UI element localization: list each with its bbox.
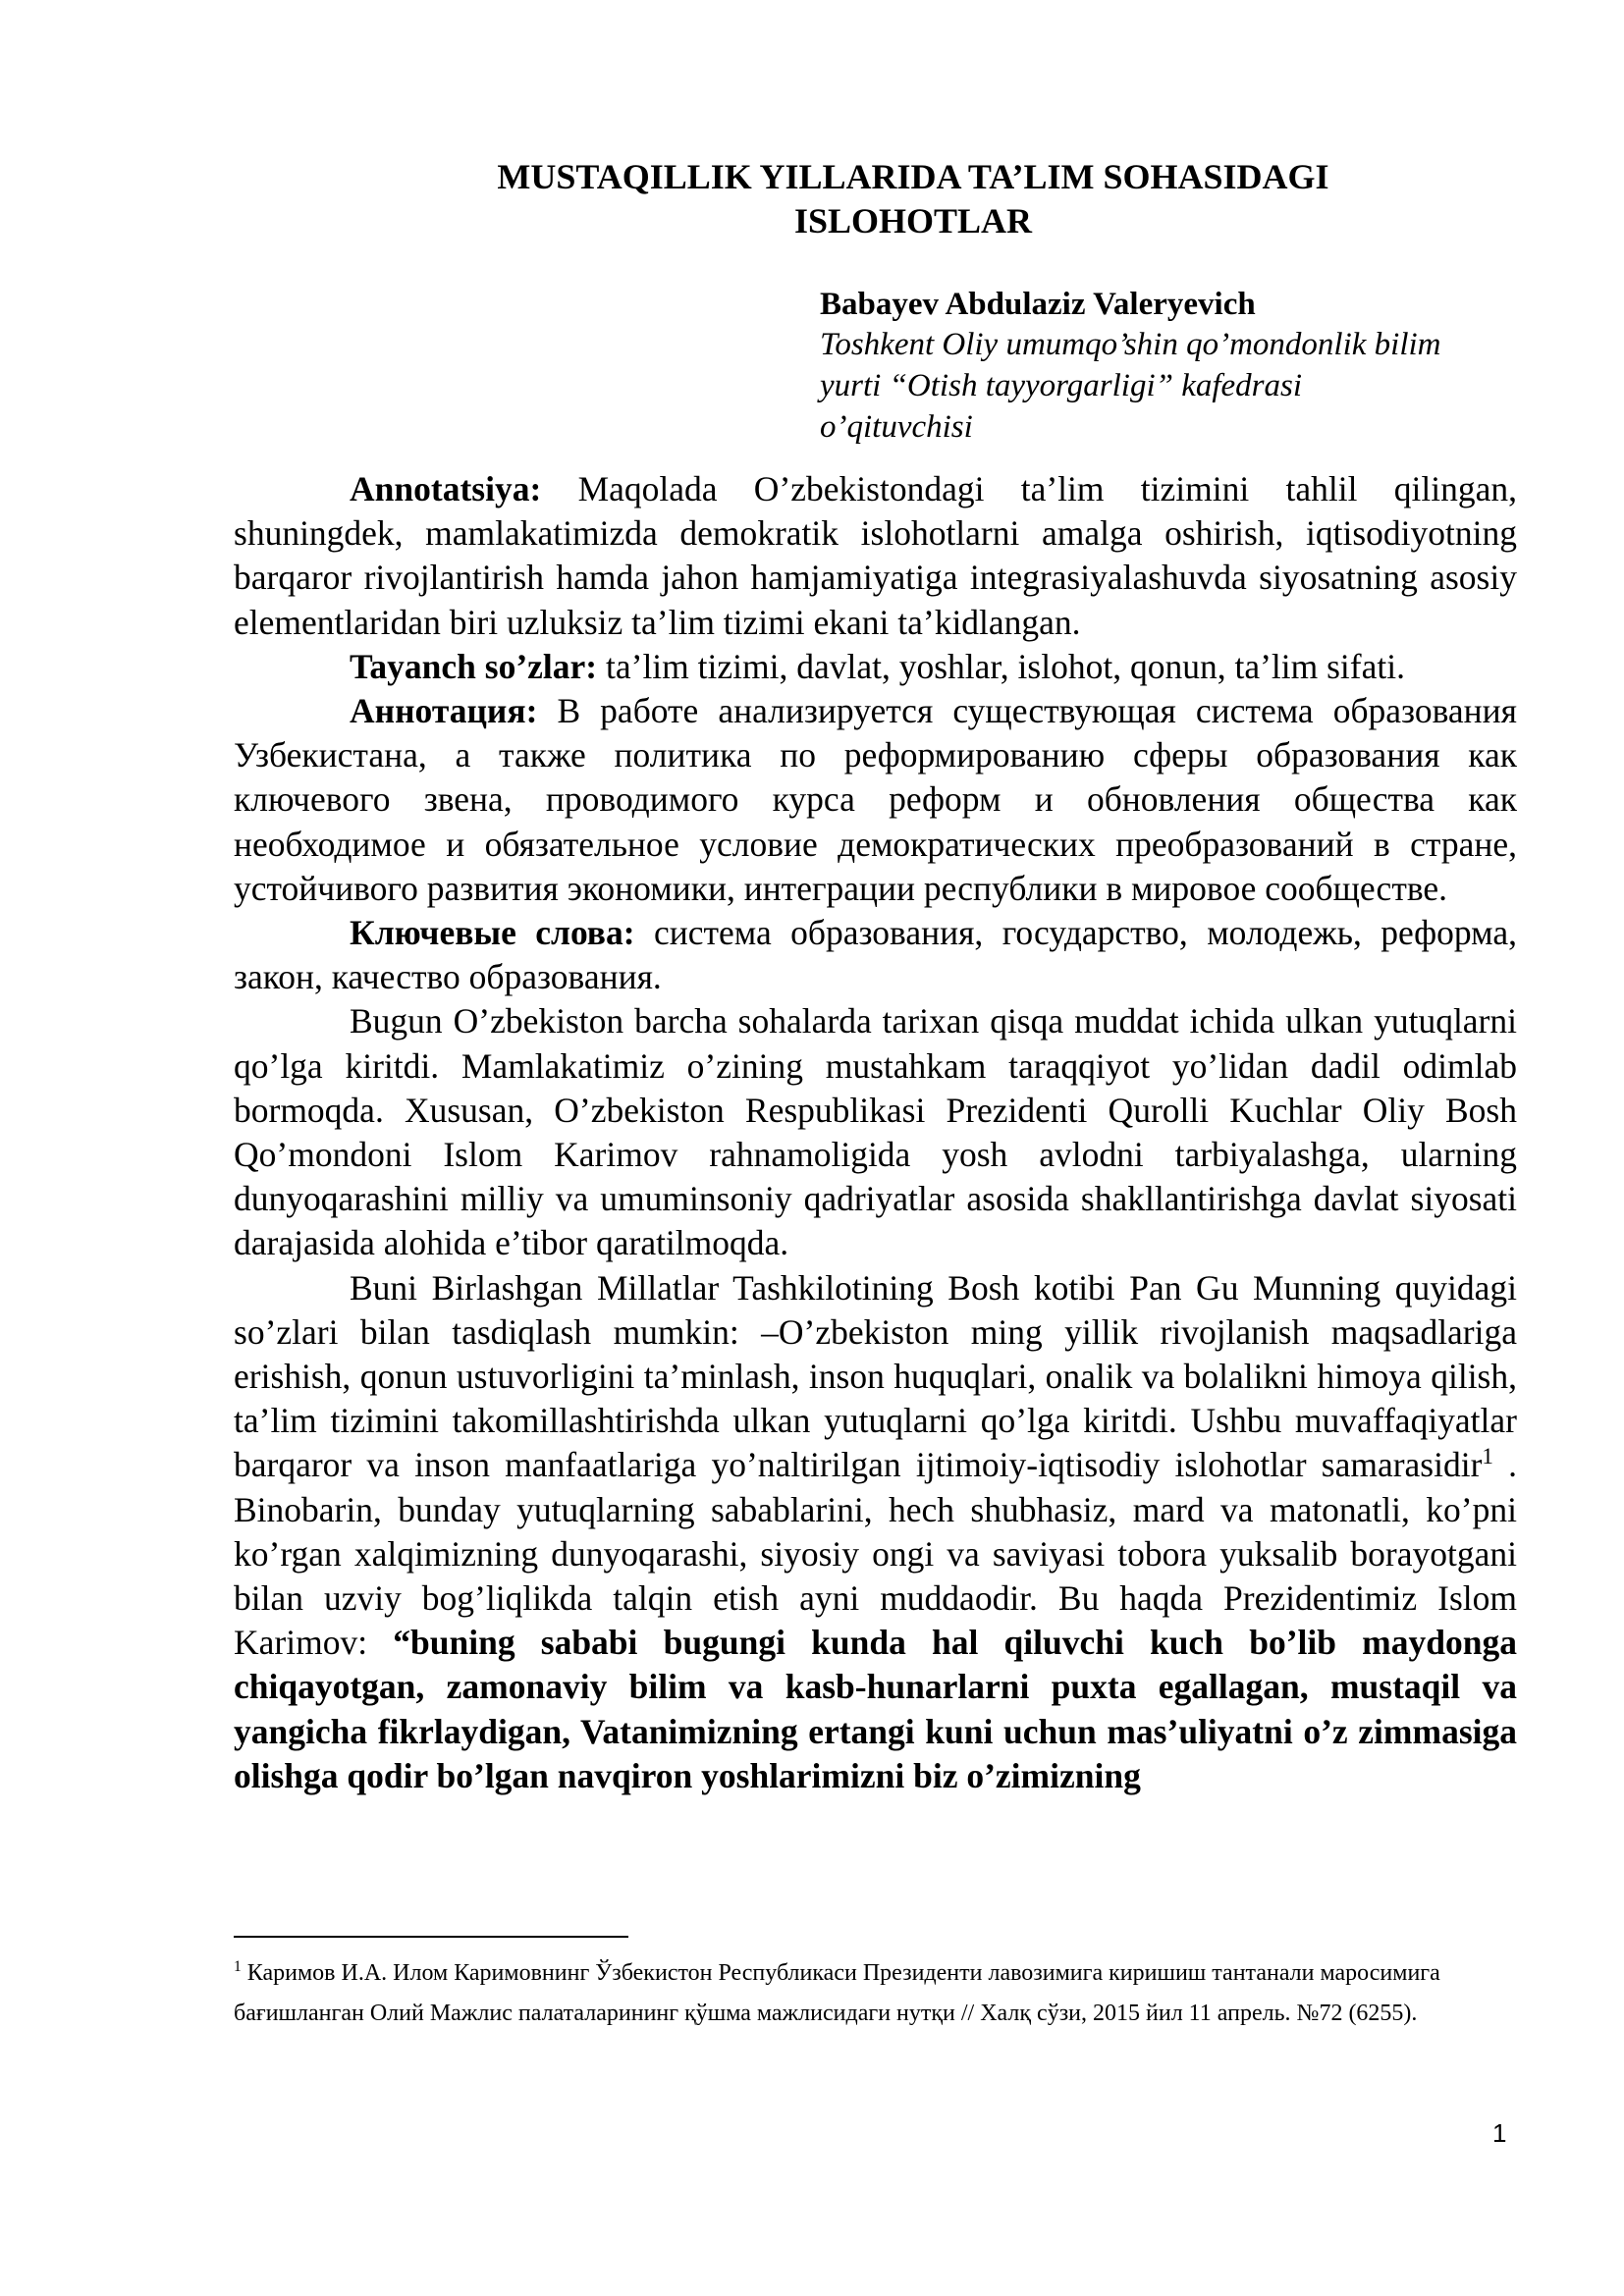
keywords-ru-text: система образования, государство, молодежь, реформа, закон, качество образования. <box>234 913 1517 997</box>
keywords-ru-label: Ключевые слова: <box>350 913 635 953</box>
abstract-ru-text: В работе анализируется существующая система образования Узбекистана, а также политика по реформированию сферы образования как ключевого звена, проводимого курса реформ и обновления общества как необходимое и обязательное условие демократических преобразований в стране, устойчивого развития экономики, интеграции республики в мировое сообществе. <box>234 691 1517 908</box>
author-name: Babayev Abdulaziz Valeryevich <box>820 287 1256 322</box>
keywords-uz-label: Tayanch so’zlar: <box>350 646 598 686</box>
keywords-ru <box>234 911 1517 999</box>
footnote-separator <box>234 1936 628 1938</box>
paragraph-2-text-a: Buni Birlashgan Millatlar Tashkilotining Bosh kotibi Pan Gu Munning quyidagi so’zlari bilan tasdiqlash mumkin: –O’zbekiston ming yillik rivojlanish maqsadlariga erishish, qonun ustuvorligini ta’minlash, inson huquqlari, onalik va bolalikni himoya qilish, ta’lim tizimini takomillashtirishda ulkan yutuqlarni qo’lga kiritdi. Ushbu muvaffaqiyatlar barqaror va inson manfaatlariga yo’naltirilgan ijtimoiy-iqtisodiy islohotlar samarasidir <box>234 1267 1517 1485</box>
footnote-number: 1 <box>234 1958 242 1975</box>
footnote-text: Каримов И.А. Илом Каримовнинг Ўзбекистон Республикаси Президенти лавозимига киришиш тантанали маросимига бағишланган Олий Мажлис палаталарининг қўшма мажлисидаги нутқи // Халқ сўзи, 2015 йил 11 апрель. №72 (6255). <box>234 1960 1440 2026</box>
affiliation-line-2: yurti “Otish tayyorgarligi” kafedrasi <box>820 368 1303 403</box>
abstract-uz-label: Annotatsiya: <box>350 469 542 508</box>
affiliation-line-3: o’qituvchisi <box>820 409 973 445</box>
abstract-uz <box>234 467 1517 645</box>
president-quote: “buning sababi bugungi kunda hal qiluvchi kuch bo’lib maydonga chiqayotgan, zamonaviy bilim va kasb-hunarlarni puxta egallagan, mustaqil va yangicha fikrlaydigan, Vatanimizning ertangi kuni uchun mas’uliyatni o’z zimmasiga olishga qodir bo’lgan navqiron yoshlarimizni biz o’zimizning <box>234 1623 1517 1795</box>
title-line-2: ISLOHOTLAR <box>793 201 1033 240</box>
author-block <box>820 285 1527 448</box>
body-paragraph-1: Bugun O’zbekiston barcha sohalarda tarixan qisqa muddat ichida ulkan yutuqlarni qo’lga kiritdi. Mamlakatimiz o’zining mustahkam taraqqiyot yo’lidan dadil odimlab bormoqda. Xususan, O’zbekiston Respublikasi Prezidenti Qurolli Kuchlar Oliy Bosh Qo’mondoni Islom Karimov rahnamoligida yosh avlodni tarbiyalashga, ularning dunyoqarashini milliy va umuminsoniy qadriyatlar asosida shakllantirishga davlat siyosati darajasida alohida e’tibor qaratilmoqda. <box>234 1001 1517 1263</box>
title-line-1: MUSTAQILLIK YILLARIDA TA’LIM SOHASIDAGI <box>497 157 1329 196</box>
footnote-reference[interactable]: 1 <box>1482 1443 1493 1469</box>
page-number: 1 <box>1492 2118 1507 2148</box>
footnote <box>234 1953 1540 2034</box>
article-title <box>373 155 1453 243</box>
affiliation-line-1: Toshkent Oliy umumqo’shin qo’mondonlik bilim <box>820 327 1441 362</box>
body-paragraph-2 <box>234 1266 1517 1798</box>
abstract-ru-label: Аннотация: <box>350 691 538 731</box>
author-affiliation <box>820 324 1527 448</box>
article-body <box>234 467 1517 1798</box>
keywords-uz-text: ta’lim tizimi, davlat, yoshlar, islohot, qonun, ta’lim sifati. <box>597 646 1405 686</box>
abstract-ru <box>234 689 1517 911</box>
abstract-uz-text: Maqolada O’zbekistondagi ta’lim tizimini tahlil qilingan, shuningdek, mamlakatimizda demokratik islohotlarni amalga oshirish, iqtisodiyotning barqaror rivojlantirish hamda jahon hamjamiyatiga integrasiyalashuvda siyosatning asosiy elementlaridan biri uzluksiz ta’lim tizimi ekani ta’kidlangan. <box>234 469 1517 642</box>
paragraph-2-text-b: . Binobarin, bunday yutuqlarning sabablarini, hech shubhasiz, mard va matonatli, ko’pni ko’rgan xalqimizning dunyoqarashi, siyosiy ongi va saviyasi tobora yuksalib borayotgani bilan uzviy bog’liqlikda talqin etish ayni muddaodir. Bu haqda Prezidentimiz Islom Karimov: <box>234 1445 1517 1663</box>
keywords-uz <box>234 645 1517 689</box>
